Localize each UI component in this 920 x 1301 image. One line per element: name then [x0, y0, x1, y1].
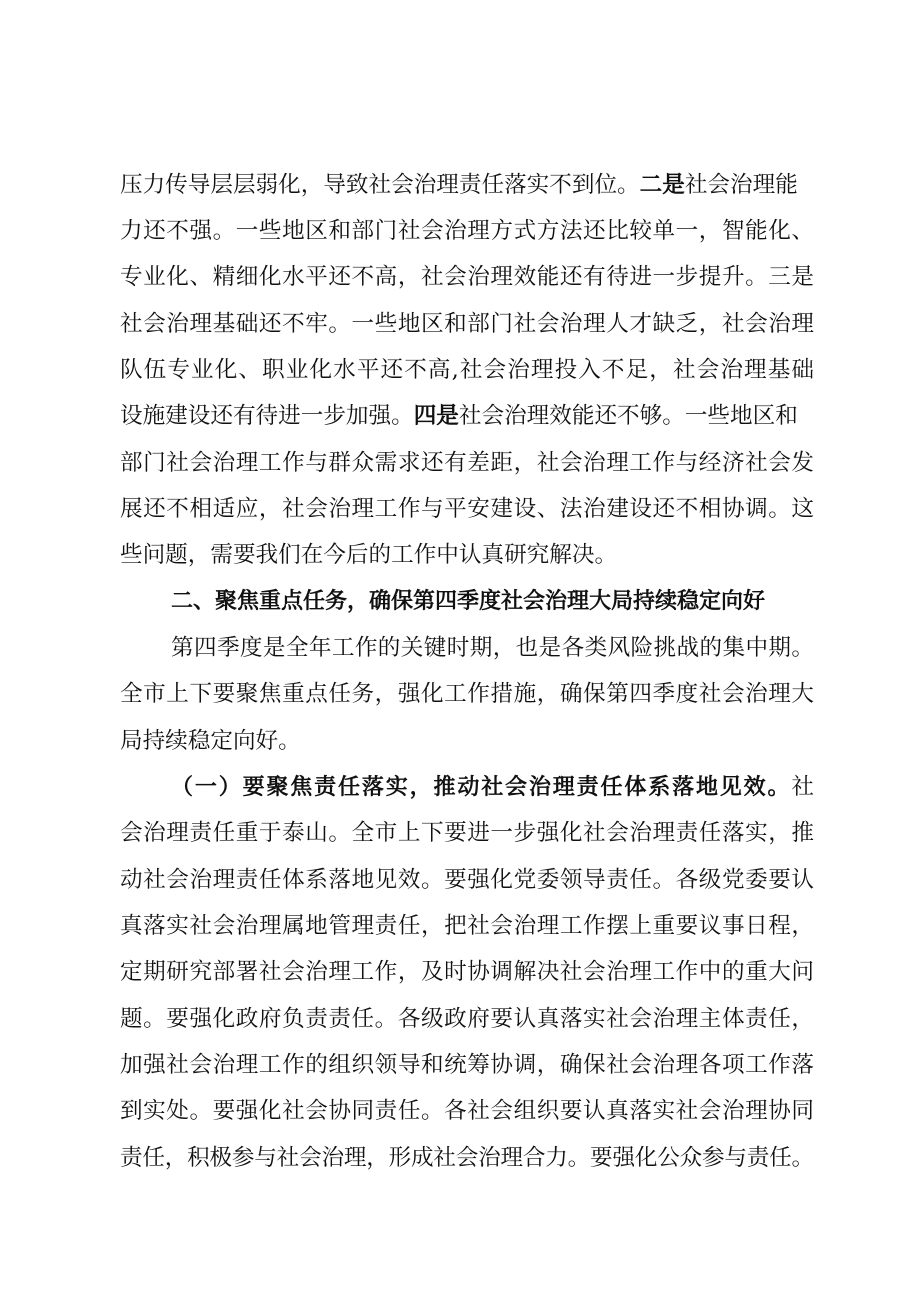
paragraph-3-line-8: 到实处。要强化社会协同责任。各社会组织要认真落实社会治理协同 [120, 1098, 814, 1124]
paragraph-2-line-1: 第四季度是全年工作的关键时期，也是各类风险挑战的集中期。 [171, 635, 814, 661]
subsection-heading: （一）要聚焦责任落实，推动社会治理责任体系落地见效。 [171, 775, 792, 800]
paragraph-3-line-6: 题。要强化政府负责责任。各级政府要认真落实社会治理主体责任， [120, 1006, 814, 1032]
paragraph-2-line-3: 局持续稳定向好。 [120, 728, 301, 754]
text-run: 设施建设还有待进一步加强。 [120, 403, 414, 429]
paragraph-3-line-4: 真落实社会治理属地管理责任，把社会治理工作摆上重要议事日程， [120, 913, 814, 939]
paragraph-3-line-2: 会治理责任重于泰山。全市上下要进一步强化社会治理责任落实，推 [120, 820, 814, 846]
paragraph-1-line-6 [120, 401, 814, 431]
text-run: 社会治理效能还不够。一些地区和 [458, 403, 798, 429]
paragraph-3-line-5: 定期研究部署社会治理工作，及时协调解决社会治理工作中的重大问 [120, 959, 814, 985]
paragraph-3-line-3: 动社会治理责任体系落地见效。要强化党委领导责任。各级党委要认 [120, 867, 814, 893]
paragraph-1-line-4: 社会治理基础还不牢。一些地区和部门社会治理人才缺乏，社会治理 [120, 311, 814, 337]
bold-marker: 二是 [639, 172, 685, 198]
text-run: 社会治理能 [684, 172, 798, 198]
paragraph-1-line-3: 专业化、精细化水平还不高，社会治理效能还有待进一步提升。三是 [120, 264, 814, 290]
paragraph-3-line-7: 加强社会治理工作的组织领导和统筹协调，确保社会治理各项工作落 [120, 1052, 814, 1078]
text-run: 压力传导层层弱化，导致社会治理责任落实不到位。 [120, 172, 640, 198]
paragraph-3-line-1 [171, 772, 814, 802]
bold-marker: 四是 [413, 403, 459, 429]
paragraph-1-line-7: 部门社会治理工作与群众需求还有差距，社会治理工作与经济社会发 [120, 450, 814, 476]
paragraph-1-line-1 [120, 170, 814, 200]
paragraph-1-line-5: 队伍专业化、职业化水平还不高,社会治理投入不足，社会治理基础 [120, 357, 814, 383]
paragraph-1-line-2: 力还不强。一些地区和部门社会治理方式方法还比较单一，智能化、 [120, 218, 814, 244]
section-heading: 二、聚焦重点任务，确保第四季度社会治理大局持续稳定向好 [171, 589, 766, 614]
paragraph-1-line-8: 展还不相适应，社会治理工作与平安建设、法治建设还不相协调。这 [120, 496, 814, 522]
paragraph-1-line-9: 些问题，需要我们在今后的工作中认真研究解决。 [120, 542, 618, 568]
text-run: 社 [791, 774, 814, 800]
paragraph-2-line-2: 全市上下要聚焦重点任务，强化工作措施，确保第四季度社会治理大 [120, 681, 814, 707]
paragraph-3-line-9: 责任，积极参与社会治理，形成社会治理合力。要强化公众参与责任。 [120, 1145, 814, 1171]
